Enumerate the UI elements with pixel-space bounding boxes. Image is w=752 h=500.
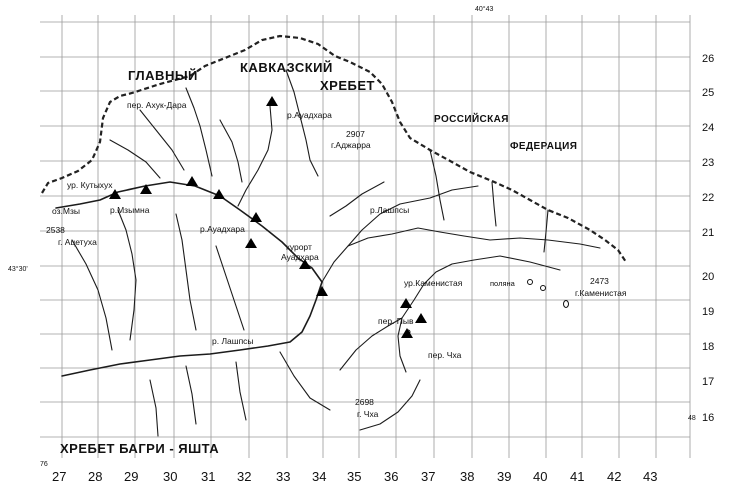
label-atsetukha-mountain: г. Ацетуха [58,237,97,247]
y-tick: 17 [702,376,715,388]
coordinate-right-bottom: 48 [688,415,696,422]
label-kamenistaya-elevation: 2473 [590,276,609,286]
y-tick: 20 [702,271,715,283]
label-atsetukha-elevation: 2538 [46,225,65,235]
x-tick: 36 [384,469,399,484]
x-tick: 33 [276,469,291,484]
label-resort-name: Ауадхара [281,252,319,262]
region-label-main-ridge-3: ХРЕБЕТ [320,78,375,93]
label-auadkhara-river-top: р.Ауадхара [287,110,332,120]
x-axis-ticks [52,469,657,484]
y-tick: 24 [702,122,715,134]
region-label-bagri: ХРЕБЕТ БАГРИ - ЯШТА [60,441,220,456]
x-tick: 42 [607,469,622,484]
label-akhuk-dara-pass: пер. Ахук-Дара [127,100,187,110]
y-tick: 18 [702,341,715,353]
region-label-russia-2: ФЕДЕРАЦИЯ [510,141,578,152]
label-polyana: поляна [490,279,515,288]
label-kutykhukh-tract: ур. Кутыхух [67,180,113,190]
label-mzymna-river: р.Мзымна [110,205,150,215]
peak-icon [245,238,257,248]
x-tick: 38 [460,469,475,484]
lake-marker [564,301,569,308]
peak-icon [400,298,412,308]
label-pyv-pass: пер. Пыв [378,316,414,326]
y-tick: 26 [702,53,715,65]
label-lashpse-river-top: р.Лашпсы [370,205,410,215]
label-adzharra-elevation: 2907 [346,129,365,139]
x-tick: 37 [421,469,436,484]
x-tick: 27 [52,469,67,484]
x-tick: 31 [201,469,216,484]
y-axis-ticks [702,53,714,424]
coordinate-left: 43°30' [8,266,28,273]
x-tick: 40 [533,469,548,484]
peak-icon [250,212,262,222]
x-tick: 39 [497,469,512,484]
peak-icon [316,286,328,296]
label-resort: курорт [286,242,312,252]
label-adzharra-mountain: г.Аджарра [331,140,371,150]
y-tick: 19 [702,306,715,318]
peak-icon [186,176,198,186]
region-label-main-ridge-2: КАВКАЗСКИЙ [240,60,333,75]
label-chkha-mountain: г. Чха [357,409,379,419]
label-kamenistaya-tract: ур.Каменистая [404,278,463,288]
x-tick: 29 [124,469,139,484]
label-kamenistaya-mountain: г.Каменистая [575,288,627,298]
peak-icon [109,189,121,199]
x-tick: 28 [88,469,103,484]
x-tick: 35 [347,469,362,484]
x-tick: 32 [237,469,252,484]
x-tick: 43 [643,469,658,484]
river-network [56,70,600,436]
peak-icon [266,96,278,106]
y-tick: 21 [702,227,715,239]
peak-markers [109,96,427,338]
label-mzy-lake: оз.Мзы [52,206,80,216]
y-tick: 22 [702,192,715,204]
x-tick: 34 [312,469,327,484]
y-tick: 16 [702,412,715,424]
label-auadkhara-river-mid: р.Ауадхара [200,224,245,234]
y-tick: 25 [702,87,715,99]
coordinate-bottom-left: 76 [40,461,48,468]
y-tick: 23 [702,157,715,169]
x-tick: 41 [570,469,585,484]
region-label-main-ridge-1: ГЛАВНЫЙ [128,68,198,83]
region-label-russia-1: РОССИЙСКАЯ [434,114,509,125]
label-chkha-elevation: 2698 [355,397,374,407]
x-tick: 30 [163,469,178,484]
lake-marker [541,286,546,291]
label-chkha-pass: пер. Чха [428,350,462,360]
peak-icon [401,328,413,338]
coordinate-top: 40°43 [475,6,494,13]
lake-marker [528,280,533,285]
peak-icon [415,313,427,323]
label-lashpse-river-bottom: р. Лашпсы [212,336,254,346]
